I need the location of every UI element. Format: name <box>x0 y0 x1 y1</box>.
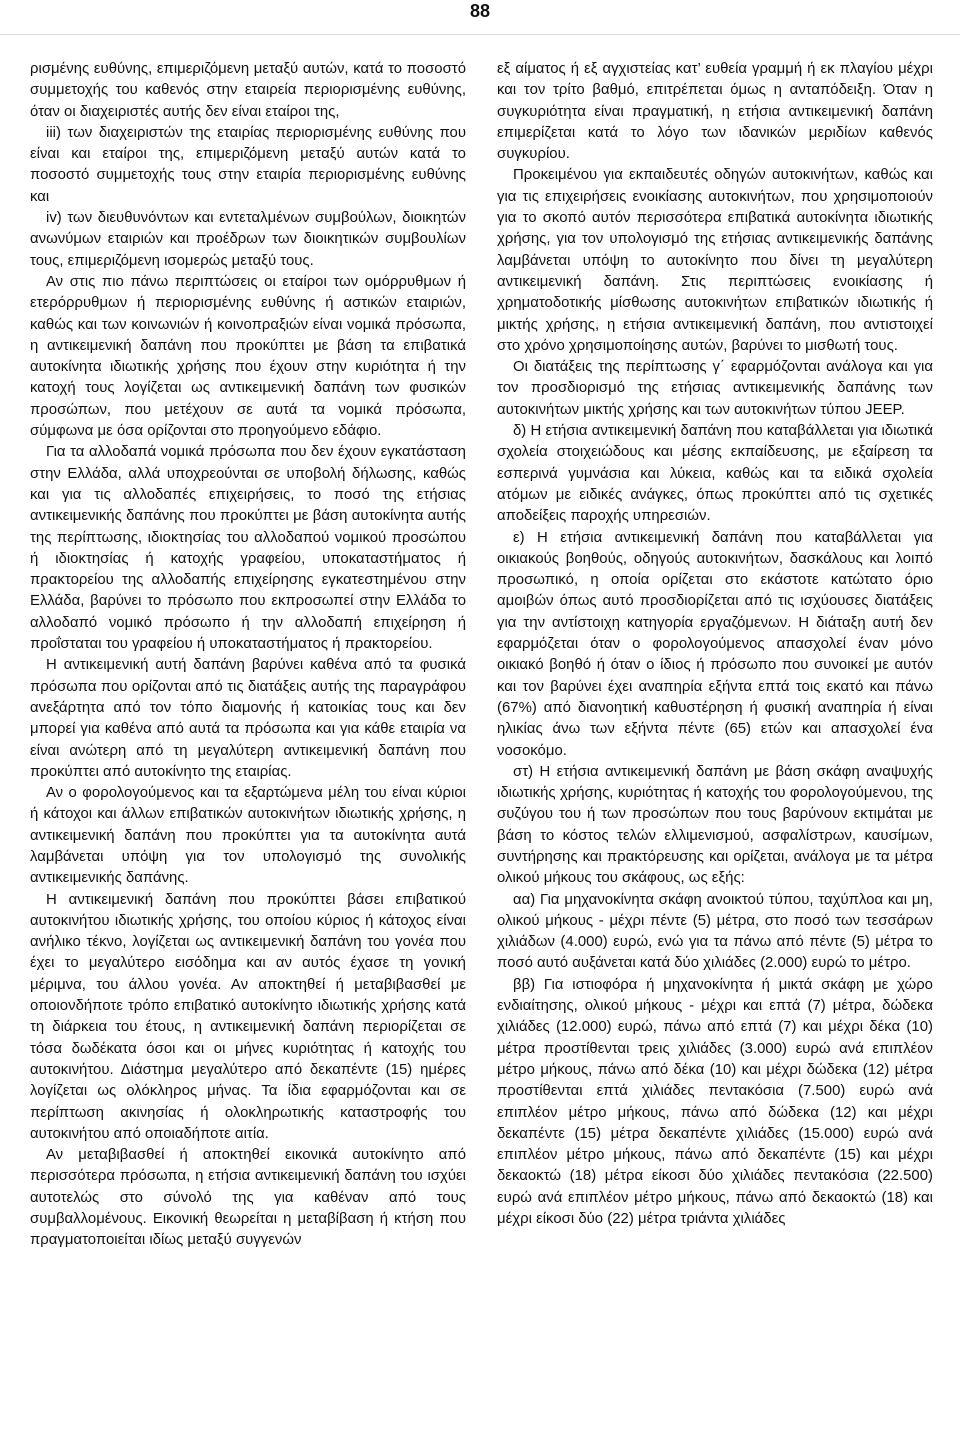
page-number: 88 <box>470 1 491 21</box>
right-paragraph-6: στ) Η ετήσια αντικειμενική δαπάνη με βάση σκάφη αναψυχής ιδιωτικής χρήσης, κυριότητας ή κατοχής του φορολογούμενου, της συζύγου του ή των προσώπων που τους βαρύνουν εκτιμάται με βάση το κόστος τελών ελλιμενισμού, ασφαλίστρων, καυσίμων, συντήρησης και πρακτόρευσης και ορίζεται, ανάλογα με τα μέτρα ολικού μήκους του σκάφους, ως εξής: <box>497 763 938 887</box>
left-paragraph-1: ρισμένης ευθύνης, επιμεριζόμενη μεταξύ αυτών, κατά το ποσοστό συμμετοχής του καθενός στην εταιρεία περιορισμένης ευθύνης, όταν οι διαχειριστές αυτής δεν είναι εταίροι της, <box>30 61 471 120</box>
right-paragraph-4: δ) Η ετήσια αντικειμενική δαπάνη που καταβάλλεται για ιδιωτικά σχολεία στοιχειώδους και μέσης εκπαίδευσης, με εξαίρεση τα εσπερινά γυμνάσια και λύκεια, καθώς και τα ειδικά σχολεία ατόμων με ειδικές ανάγκες, όπως προκύπτει από τις σχετικές αποδείξεις παροχής υπηρεσιών. <box>497 423 938 525</box>
right-paragraph-8: ββ) Για ιστιοφόρα ή μηχανοκίνητα ή μικτά σκάφη με χώρο ενδιαίτησης, ολικού μήκους - μέχρι και επτά (7) μέτρα, δώδεκα χιλιάδες (12.000) ευρώ, πάνω από επτά (7) και μέχρι δέκα (10) μέτρα προστίθενται τρεις χιλιάδες (3.000) ευρώ ανά επιπλέον μέτρο μήκους, πάνω από δέκα (10) και μέχρι δώδεκα (12) μέτρα προστίθενται επτά χιλιάδες πεντακόσια (7.500) ευρώ ανά επιπλέον μέτρο μήκους, πάνω από δώδεκα (12) και μέχρι δεκαπέντε (15) μέτρα δεκαπέντε χιλιάδες (15.000) ευρώ ανά επιπλέον μέτρο μήκους, πάνω από δεκαπέντε (15) και μέχρι δεκαοκτώ (18) μέτρα είκοσι δύο χιλιάδες πεντακόσια (22.500) ευρώ ανά επιπλέον μέτρο μήκους, πάνω από δεκαοκτώ (18) και μέχρι είκοσι δύο (22) μέτρα τριάντα χιλιάδες <box>497 976 938 1228</box>
left-paragraph-7: Αν ο φορολογούμενος και τα εξαρτώμενα μέλη του είναι κύριοι ή κάτοχοι και άλλων επιβατικών αυτοκινήτων ιδιωτικής χρήσης, η αντικειμενική δαπάνη που προκύπτει για τα αυτοκίνητα αυτά λαμβάνεται υπόψη για τον υπολογισμό της συνολικής αντικειμενικής δαπάνης. <box>30 785 471 887</box>
left-column <box>30 59 471 1252</box>
left-paragraph-2: iii) των διαχειριστών της εταιρίας περιορισμένης ευθύνης που είναι και εταίροι της, επιμεριζόμενη μεταξύ αυτών κατά το ποσοστό συμμετοχής τους στην εταιρία περιορισμένης ευθύνης και <box>30 124 471 205</box>
page-header <box>0 0 960 36</box>
left-paragraph-8: Η αντικειμενική δαπάνη που προκύπτει βάσει επιβατικού αυτοκινήτου ιδιωτικής χρήσης, του οποίου κύριος ή κάτοχος είναι ανήλικο τέκνο, λογίζεται ως αντικειμενική δαπάνη του γονέα που έχει το μεγαλύτερο εισόδημα και αν αυτός έχασε τη γονική μέριμνα, του άλλου γονέα. Αν αποκτηθεί ή μεταβιβασθεί με οποιονδήποτε τρόπο επιβατικό αυτοκίνητο ιδιωτικής χρήσης κατά τη διάρκεια του έτους, η αντικειμενική δαπάνη περιορίζεται σε τόσα δωδέκατα όσοι και οι μήνες κυριότητας ή κατοχής του αυτοκινήτου. Διάστημα μεγαλύτερο από δεκαπέντε (15) ημέρες λογίζεται ως ολόκληρος μήνας. Τα ίδια εφαρμόζονται και σε περίπτωση ακινησίας ή ολοκληρωτικής καταστροφής του αυτοκινήτου από οποιαδήποτε αιτία. <box>30 891 471 1142</box>
left-paragraph-6: Η αντικειμενική αυτή δαπάνη βαρύνει καθένα από τα φυσικά πρόσωπα που ορίζονται από τις διατάξεις αυτής της παραγράφου ανεξάρτητα από τον τόπο διαμονής ή κατοικίας τους και δεν μπορεί για καθένα από αυτά τα πρόσωπα και για κάθε εταιρία να είναι ανώτερη από τη μεγαλύτερη αντικειμενική δαπάνη που προκύπτει από αυτοκίνητο της εταιρίας. <box>30 657 471 780</box>
right-paragraph-2: Προκειμένου για εκπαιδευτές οδηγών αυτοκινήτων, καθώς και για τις επιχειρήσεις ενοικίασης αυτοκινήτων, που χρησιμοποιούν για το σκοπό αυτόν περισσότερα επιβατικά αυτοκίνητα ιδιωτικής χρήσης, για τον υπολογισμό της ετήσιας αντικειμενικής δαπάνης λαμβάνεται υπόψη το αυτοκίνητο που δίνει τη μεγαλύτερη αντικειμενική δαπάνη. Στις περιπτώσεις ενοικίασης ή χρηματοδοτικής μίσθωσης αυτοκινήτων επιβατικών ιδιωτικής ή μικτής χρήσης, η ετήσια αντικειμενική δαπάνη, που αντιστοιχεί στο χρόνο χρησιμοποίησης αυτών, βαρύνει το μισθωτή τους. <box>497 167 938 354</box>
header-divider <box>0 34 960 35</box>
left-paragraph-4: Αν στις πιο πάνω περιπτώσεις οι εταίροι των ομόρρυθμων ή ετερόρρυθμων ή περιορισμένης ευθύνης ή αστικών εταιριών, καθώς και των κοινωνιών ή κοινοπραξιών είναι νομικά πρόσωπα, η αντικειμενική δαπάνη που προκύπτει με βάση τα επιβατικά αυτοκίνητα ιδιωτικής χρήσης που έχουν στην κυριότητα ή την κατοχή τους λογίζεται ως αντικειμενική δαπάνη των φυσικών προσώπων, που μετέχουν σε αυτά τα νομικά πρόσωπα, σύμφωνα με όσα ορίζονται στο προηγούμενο εδάφιο. <box>30 273 471 440</box>
right-paragraph-7: αα) Για μηχανοκίνητα σκάφη ανοικτού τύπου, ταχύπλοα και μη, ολικού μήκους - μέχρι πέντε (5) μέτρα, στο ποσό των τεσσάρων χιλιάδων (4.000) ευρώ, ενώ για τα πάνω από πέντε (5) μέτρα το ποσό αυτό αυξάνεται κατά δύο χιλιάδες (2.000) ευρώ το μέτρο. <box>497 891 938 972</box>
left-paragraph-5: Για τα αλλοδαπά νομικά πρόσωπα που δεν έχουν εγκατάσταση στην Ελλάδα, αλλά υποχρεούνται σε υποβολή δήλωσης, καθώς και για τις αλλοδαπές επιχειρήσεις, το ποσό της ετήσιας αντικειμενικής δαπάνης που προκύπτει με βάση αυτοκίνητα αυτής της περίπτωσης, ιδιοκτησίας του αλλοδαπού νομικού προσώπου ή ιδιοκτησίας ή κατοχής γραφείου, υποκαταστήματος ή πρακτορείου της αλλοδαπής επιχείρησης εγκατεστημένου στην Ελλάδα, βαρύνει το πρόσωπο που εκπροσωπεί στην Ελλάδα το αλλοδαπό νομικό πρόσωπο ή την αλλοδαπή επιχείρηση ή προΐσταται του γραφείου ή υποκαταστήματος ή πρακτορείου. <box>30 444 471 653</box>
right-paragraph-5: ε) Η ετήσια αντικειμενική δαπάνη που καταβάλλεται για οικιακούς βοηθούς, οδηγούς αυτοκινήτων, δασκάλους και λοιπό προσωπικό, η οποία ορίζεται στο εκάστοτε κατώτατο όριο αμοιβών όπως αυτό προσδιορίζεται από τις ισχύουσες διατάξεις για την αντίστοιχη κατηγορία εργαζόμενων. Η διάταξη αυτή δεν εφαρμόζεται όταν ο φορολογούμενος απασχολεί έναν μόνο οικιακό βοηθό ή όταν ο ίδιος ή πρόσωπο που συνοικεί με αυτόν και τον βαρύνει έχει αναπηρία εξήντα επτά τοις εκατό και πάνω (67%) από διανοητική καθυστέρηση ή φυσική αναπηρία ή είναι ηλικίας άνω των εξήντα πέντε (65) ετών και απασχολεί ένα νοσοκόμο. <box>497 529 938 759</box>
right-paragraph-3: Οι διατάξεις της περίπτωσης γ΄ εφαρμόζονται ανάλογα και για τον προσδιορισμό της ετήσιας αντικειμενικής δαπάνης των αυτοκινήτων μικτής χρήσης και των αυτοκινήτων τύπου JEEP. <box>497 359 938 418</box>
left-paragraph-3: iv) των διευθυνόντων και εντεταλμένων συμβούλων, διοικητών ανωνύμων εταιριών και προέδρων των διοικητικών συμβουλίων τους, επιμεριζόμενη ισομερώς μεταξύ τους. <box>30 210 471 269</box>
left-paragraph-9: Αν μεταβιβασθεί ή αποκτηθεί εικονικά αυτοκίνητο από περισσότερα πρόσωπα, η ετήσια αντικειμενική δαπάνη του ισχύει αυτοτελώς στο σύνολό της για καθέναν από τους συμβαλλομένους. Εικονική θεωρείται η μεταβίβαση ή κτήση που πραγματοποιείται ιδίως μεταξύ συγγενών <box>30 1147 471 1249</box>
right-paragraph-1: εξ αίματος ή εξ αγχιστείας κατ’ ευθεία γραμμή ή εκ πλαγίου μέχρι και τον τρίτο βαθμό, επιτρέπεται όμως η ανταπόδειξη. Όταν η συγκυριότητα είναι πραγματική, η ετήσια αντικειμενική δαπάνη επιμερίζεται κατά το λόγο των ιδανικών μεριδίων καθενός συγκυρίου. <box>497 61 938 163</box>
right-column <box>497 59 938 1230</box>
